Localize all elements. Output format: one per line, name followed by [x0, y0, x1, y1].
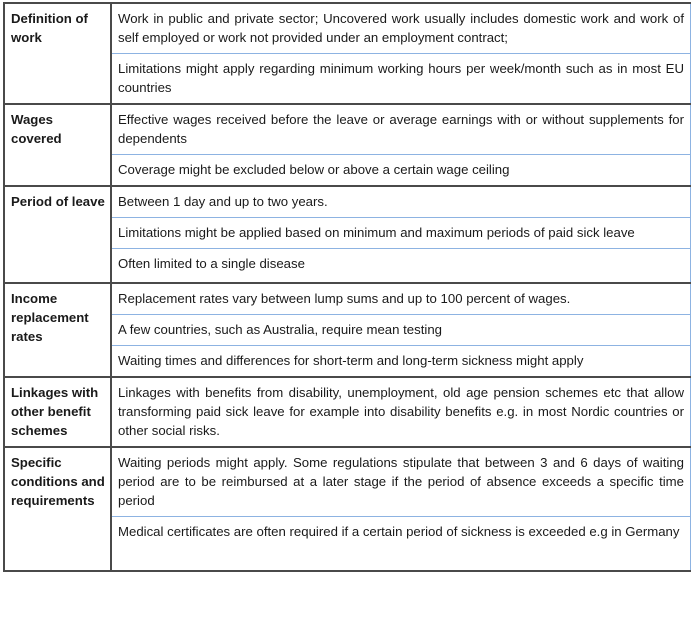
table-row	[4, 3, 691, 54]
row-item: Replacement rates vary between lump sums and up to 100 percent of wages.	[111, 283, 691, 315]
table-row	[4, 283, 691, 315]
row-item: Coverage might be excluded below or above a certain wage ceiling	[111, 155, 691, 187]
row-label: Period of leave	[4, 186, 111, 283]
row-item: Between 1 day and up to two years.	[111, 186, 691, 218]
row-label: Wages covered	[4, 104, 111, 186]
table-row	[4, 447, 691, 517]
row-item: Effective wages received before the leave or average earnings with or without supplements for dependents	[111, 104, 691, 155]
row-label: Definition of work	[4, 3, 111, 104]
row-item: Limitations might be applied based on minimum and maximum periods of paid sick leave	[111, 218, 691, 249]
row-item: A few countries, such as Australia, require mean testing	[111, 315, 691, 346]
row-item: Work in public and private sector; Uncovered work usually includes domestic work and work of self employed or work not provided under an employment contract;	[111, 3, 691, 54]
row-item: Linkages with benefits from disability, unemployment, old age pension schemes etc that allow transforming paid sick leave for example into disability benefits e.g. in most Nordic countries or other social risks.	[111, 377, 691, 447]
row-item: Waiting times and differences for short-term and long-term sickness might apply	[111, 346, 691, 378]
row-item: Often limited to a single disease	[111, 249, 691, 284]
row-item: Waiting periods might apply. Some regulations stipulate that between 3 and 6 days of waiting period are to be reimbursed at a later stage if the period of absence exceeds a specific time period	[111, 447, 691, 517]
row-label: Income replacement rates	[4, 283, 111, 377]
row-item: Medical certificates are often required if a certain period of sickness is exceeded e.g in Germany	[111, 517, 691, 572]
row-label: Specific conditions and requirements	[4, 447, 111, 571]
sick-leave-table	[3, 2, 691, 572]
table-row	[4, 186, 691, 218]
row-item: Limitations might apply regarding minimum working hours per week/month such as in most EU countries	[111, 54, 691, 105]
table-row	[4, 377, 691, 447]
row-label: Linkages with other benefit schemes	[4, 377, 111, 447]
table-row	[4, 104, 691, 155]
